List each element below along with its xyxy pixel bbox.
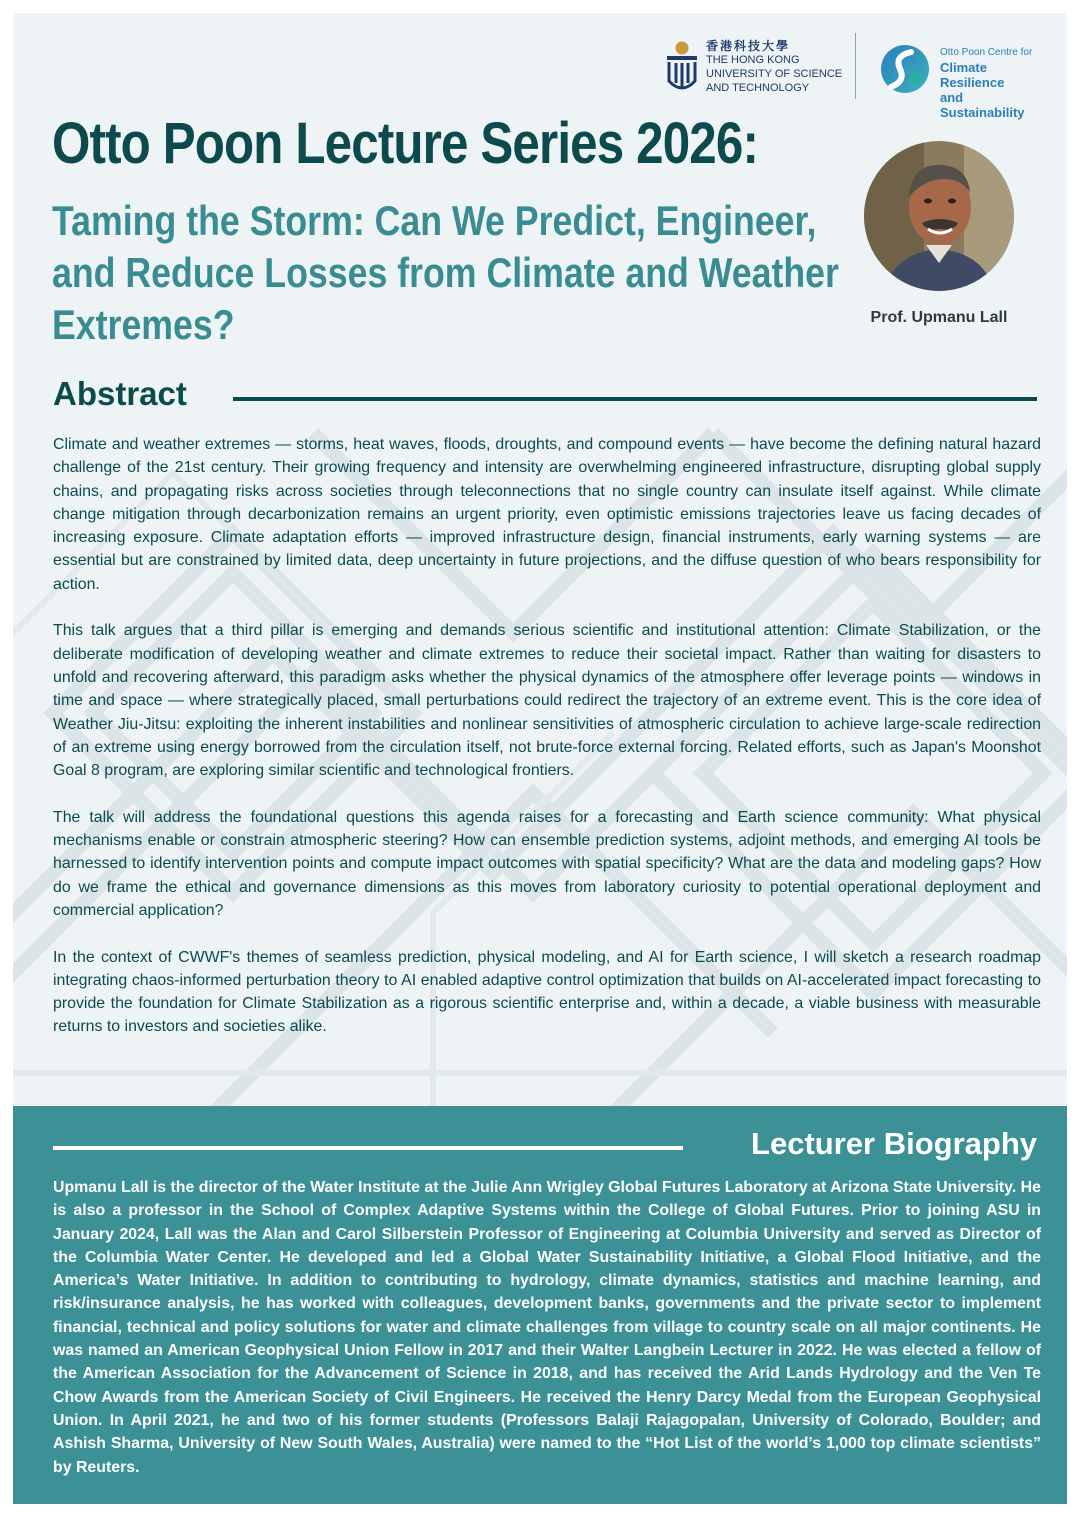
speaker-name: Prof. Upmanu Lall bbox=[870, 309, 1008, 326]
poster bbox=[13, 13, 1067, 1504]
logo-bar bbox=[665, 39, 1045, 120]
centre-name-line-3: and Sustainability bbox=[940, 90, 1025, 120]
hkust-name-line-3: AND TECHNOLOGY bbox=[706, 82, 810, 94]
hkust-wordmark bbox=[706, 39, 842, 95]
hkust-crest-icon bbox=[665, 41, 699, 95]
centre-name-line-2: Climate Resilience bbox=[940, 60, 1005, 90]
lecture-series-title: Otto Poon Lecture Series 2026: bbox=[52, 111, 759, 176]
hkust-name-zh: 香港科技大學 bbox=[706, 39, 791, 53]
speaker-photo bbox=[864, 141, 1014, 291]
hkust-name-line-1: THE HONG KONG bbox=[706, 54, 800, 66]
centre-logo-icon bbox=[879, 43, 931, 95]
biography-divider bbox=[53, 1146, 683, 1150]
abstract-paragraph: Climate and weather extremes — storms, heat waves, floods, droughts, and compound events — have become the defining natural hazard challenge of the 21st century. Their growing frequency and intensity are overwhelming engineered infrastructure, disrupting global supply chains, and propagating risks across societies through teleconnections that no single country can insulate itself against. While climate change mitigation through decarbonization remains an urgent priority, even optimistic emissions trajectories leave us facing decades of increasing exposure. Climate adaptation efforts — improved infrastructure design, financial instruments, early warning systems — are essential but are constrained by limited data, deep uncertainty in future projections, and the diffuse question of who bears responsibility for action. bbox=[53, 436, 1041, 593]
centre-name-line-1: Otto Poon Centre for bbox=[940, 47, 1033, 58]
abstract-heading: Abstract bbox=[53, 375, 187, 412]
abstract-paragraph: In the context of CWWF's themes of seamless prediction, physical modeling, and AI for Earth science, I will sketch a research roadmap integrating chaos-informed perturbation theory to AI enabled adaptive control optimization that builds on AI-accelerated impact forecasting to provide the foundation for Climate Stabilization as a rigorous scientific enterprise and, within a decade, a viable business with measurable returns to investors and societies alike. bbox=[53, 948, 1041, 1036]
hkust-name-line-2: UNIVERSITY OF SCIENCE bbox=[706, 68, 843, 80]
biography-text: Upmanu Lall is the director of the Water Institute at the Julie Ann Wrigley Global Futures Laboratory at Arizona State University. He is also a professor in the School of Complex Adaptive Systems within the College of Global Futures. Prior to joining ASU in January 2024, Lall was the Alan and Carol Silberstein Professor of Engineering at Columbia University and served as Director of the Columbia Water Center. He developed and led a Global Water Sustainability Initiative, a Global Flood Initiative, and the America’s Water Initiative. In addition to contributing to hydrology, climate dynamics, statistics and machine learning, and risk/insurance analysis, he has worked with colleagues, development banks, governments and the private sector to implement financial, technical and policy solutions for water and climate challenges from village to country scale on all major continents. He was named an American Geophysical Union Fellow in 2017 and their Walter Langbein Lecturer in 2022. He was elected a fellow of the American Association for the Advancement of Science in 2018, and has received the Arid Lands Hydrology and the Ven Te Chow Awards from the American Society of Civil Engineers. He received the Henry Darcy Medal from the European Geophysical Union. In April 2021, he and two of his former students (Professors Balaji Rajagopalan, University of Colorado, Boulder; and Ashish Sharma, University of New South Wales, Australia) were named to the “Hot List of the world’s 1,000 top climate scientists” by Reuters. bbox=[53, 1179, 1041, 1476]
centre-wordmark bbox=[940, 45, 1045, 120]
abstract-paragraph: The talk will address the foundational questions this agenda raises for a forecasting and Earth science community: What physical mechanisms enable or constrain atmospheric steering? How can ensemble prediction systems, adjoint methods, and emerging AI tools be harnessed to identify intervention points and compute impact outcomes with spatial specificity? What are the data and modeling gaps? How do we frame the ethical and governance dimensions as this moves from laboratory curiosity to potential operational deployment and commercial application? bbox=[53, 808, 1041, 919]
biography-heading: Lecturer Biography bbox=[751, 1126, 1037, 1161]
abstract-divider bbox=[233, 397, 1037, 401]
lecture-title: Taming the Storm: Can We Predict, Engineer, and Reduce Losses from Climate and Weather Extremes? bbox=[52, 197, 839, 348]
logo-divider bbox=[855, 33, 856, 99]
abstract-paragraph: This talk argues that a third pillar is emerging and demands serious scientific and institutional attention: Climate Stabilization, or the deliberate modification of developing weather and climate extremes to reduce their societal impact. Rather than waiting for disasters to unfold and recovering afterward, this paradigm asks whether the physical dynamics of the atmosphere offer leverage points — windows in time and space — where strategically placed, small perturbations could redirect the trajectory of an extreme event. This is the core idea of Weather Jiu-Jitsu: exploiting the inherent instabilities and nonlinear sensitivities of atmospheric circulation to achieve large-scale redirection of an extreme using energy borrowed from the circulation itself, not brute-force external forcing. Related efforts, such as Japan's Moonshot Goal 8 program, are exploring similar scientific and technological frontiers. bbox=[53, 622, 1041, 780]
abstract-body bbox=[53, 433, 1041, 1062]
biography-panel bbox=[13, 1106, 1067, 1504]
